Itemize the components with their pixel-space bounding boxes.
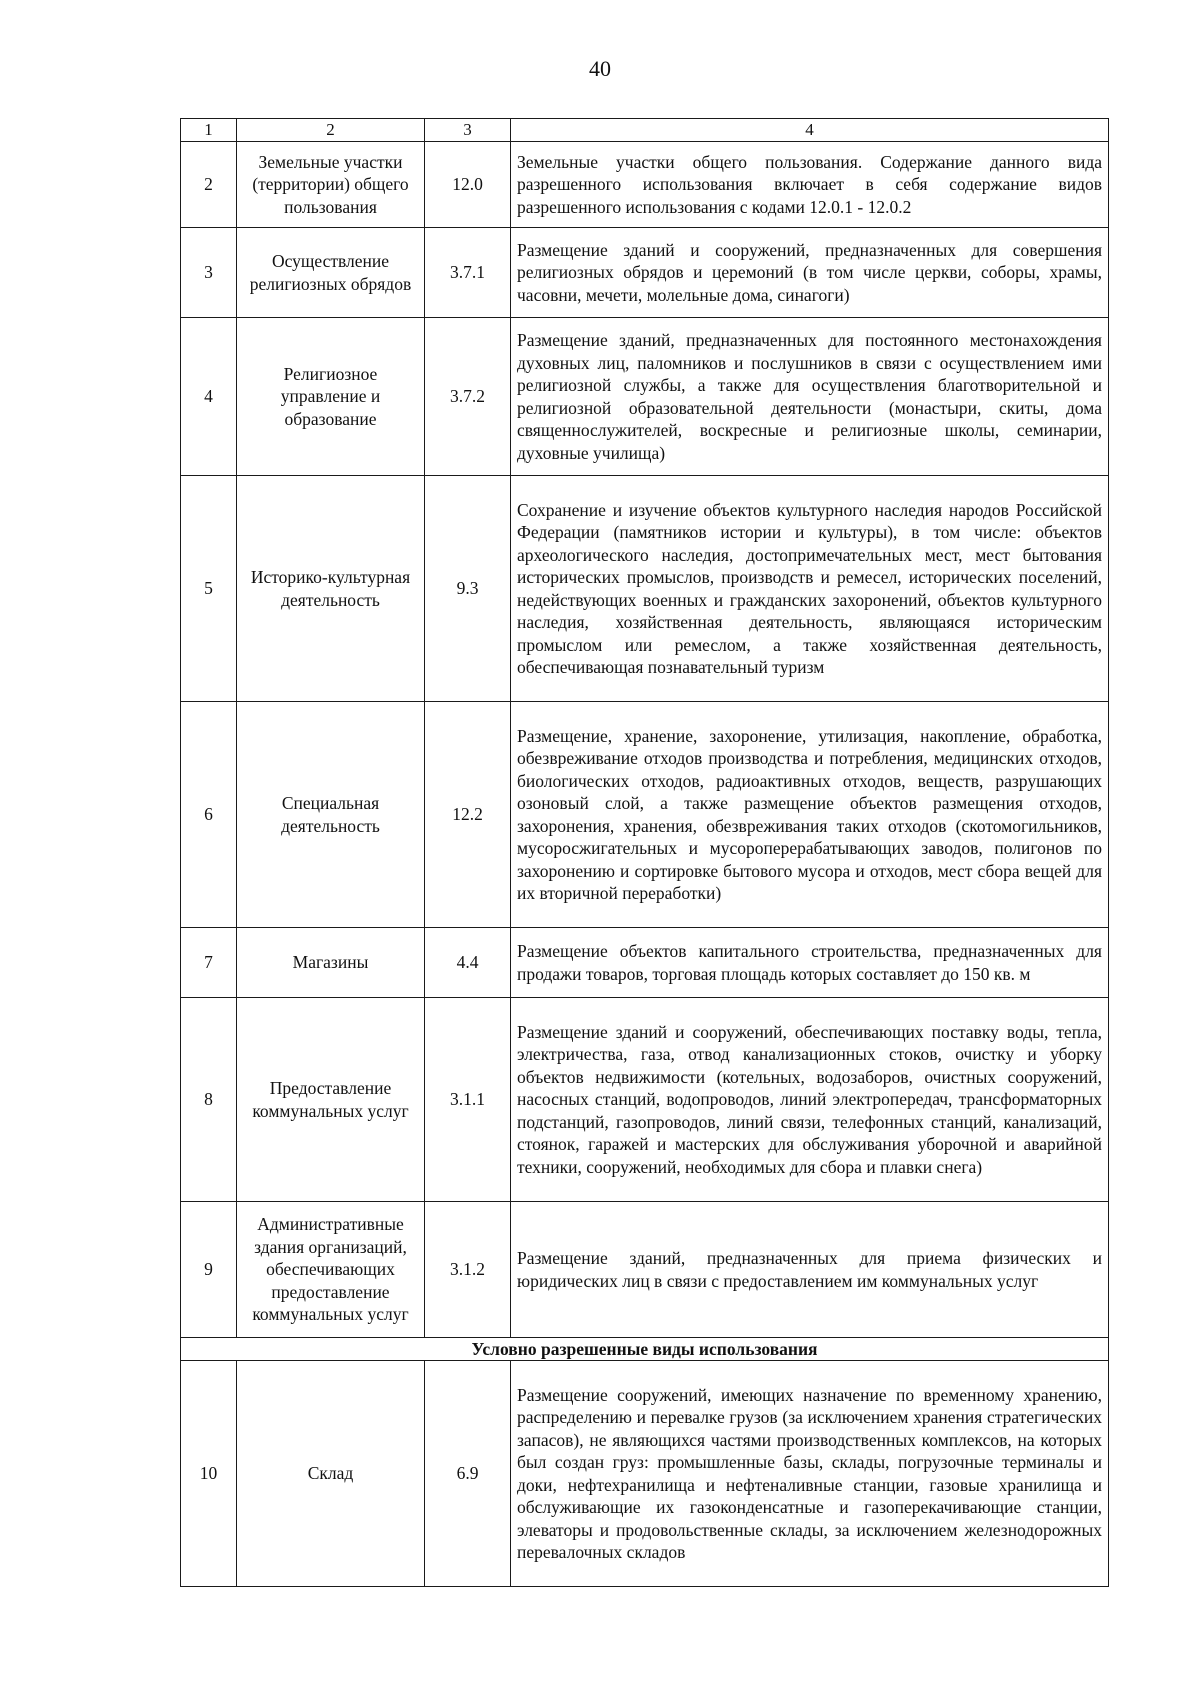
use-type-description: Размещение сооружений, имеющих назначение по временному хранению, распределению и перевалке грузов (за исключением хранения стратегических запасов), не являющихся частями производственных комплексов, на которых был создан груз: промышленные базы, склады, погрузочные терминалы и доки, нефтехранилища и нефтеналивные станции, газовые хранилища и обслуживающие их газоконденсатные и газоперекачивающие станции, элеваторы и продовольственные склады, за исключением железнодорожных перевалочных складов bbox=[511, 1361, 1109, 1587]
use-type-description: Размещение объектов капитального строительства, предназначенных для продажи товаров, торговая площадь которых составляет до 150 кв. м bbox=[511, 928, 1109, 998]
use-type-code: 12.0 bbox=[425, 142, 511, 228]
use-type-code: 3.7.1 bbox=[425, 228, 511, 318]
row-number: 2 bbox=[181, 142, 237, 228]
row-number: 3 bbox=[181, 228, 237, 318]
use-type-name: Административные здания организаций, обеспечивающих предоставление коммунальных услуг bbox=[237, 1202, 425, 1338]
section-header-row bbox=[181, 1338, 1109, 1361]
use-type-description: Размещение зданий и сооружений, обеспечивающих поставку воды, тепла, электричества, газа, отвод канализационных стоков, очистку и уборку объектов недвижимости (котельных, водозаборов, очистных сооружений, насосных станций, водопроводов, линий электропередач, трансформаторных подстанций, газопроводов, линий связи, телефонных станций, канализаций, стоянок, гаражей и мастерских для обслуживания уборочной и аварийной техники, сооружений, необходимых для сбора и плавки снега) bbox=[511, 998, 1109, 1202]
table-row bbox=[181, 1361, 1109, 1587]
use-type-description: Размещение зданий и сооружений, предназначенных для совершения религиозных обрядов и церемоний (в том числе церкви, соборы, храмы, часовни, мечети, молельные дома, синагоги) bbox=[511, 228, 1109, 318]
land-use-table bbox=[180, 118, 1109, 1587]
header-cell-3: 3 bbox=[425, 119, 511, 142]
row-number: 5 bbox=[181, 476, 237, 702]
use-type-description: Размещение зданий, предназначенных для приема физических и юридических лиц в связи с предоставлением им коммунальных услуг bbox=[511, 1202, 1109, 1338]
row-number: 4 bbox=[181, 318, 237, 476]
table-row bbox=[181, 318, 1109, 476]
use-type-name: Осуществление религиозных обрядов bbox=[237, 228, 425, 318]
table-row bbox=[181, 476, 1109, 702]
header-cell-2: 2 bbox=[237, 119, 425, 142]
table-row bbox=[181, 142, 1109, 228]
use-type-name: Историко-культурная деятельность bbox=[237, 476, 425, 702]
row-number: 10 bbox=[181, 1361, 237, 1587]
use-type-description: Земельные участки общего пользования. Содержание данного вида разрешенного использования включает в себя содержание видов разрешенного использования с кодами 12.0.1 - 12.0.2 bbox=[511, 142, 1109, 228]
use-type-description: Сохранение и изучение объектов культурного наследия народов Российской Федерации (памятников истории и культуры), в том числе: объектов археологического наследия, достопримечательных мест, мест бытования исторических промыслов, производств и ремесел, исторических поселений, недействующих военных и гражданских захоронений, объектов культурного наследия, хозяйственная деятельность, являющаяся историческим промыслом или ремеслом, а также хозяйственная деятельность, обеспечивающая познавательный туризм bbox=[511, 476, 1109, 702]
use-type-name: Религиозное управление и образование bbox=[237, 318, 425, 476]
use-type-name: Земельные участки (территории) общего пользования bbox=[237, 142, 425, 228]
use-type-code: 3.1.1 bbox=[425, 998, 511, 1202]
use-type-name: Склад bbox=[237, 1361, 425, 1587]
table-row bbox=[181, 928, 1109, 998]
table-row bbox=[181, 998, 1109, 1202]
use-type-code: 3.7.2 bbox=[425, 318, 511, 476]
row-number: 6 bbox=[181, 702, 237, 928]
header-cell-4: 4 bbox=[511, 119, 1109, 142]
use-type-code: 9.3 bbox=[425, 476, 511, 702]
header-cell-1: 1 bbox=[181, 119, 237, 142]
use-type-description: Размещение, хранение, захоронение, утилизация, накопление, обработка, обезвреживание отходов производства и потребления, медицинских отходов, биологических отходов, радиоактивных отходов, веществ, разрушающих озоновый слой, а также размещение объектов размещения отходов, захоронения, хранения, обезвреживания таких отходов (скотомогильников, мусоросжигательных и мусороперерабатывающих заводов, полигонов по захоронению и сортировке бытового мусора и отходов, мест сбора вещей для их вторичной переработки) bbox=[511, 702, 1109, 928]
table-header-row bbox=[181, 119, 1109, 142]
table-row bbox=[181, 228, 1109, 318]
use-type-name: Предоставление коммунальных услуг bbox=[237, 998, 425, 1202]
page-number: 40 bbox=[589, 56, 611, 81]
table-row bbox=[181, 702, 1109, 928]
row-number: 9 bbox=[181, 1202, 237, 1338]
table-row bbox=[181, 1202, 1109, 1338]
use-type-name: Магазины bbox=[237, 928, 425, 998]
use-type-code: 12.2 bbox=[425, 702, 511, 928]
use-type-code: 4.4 bbox=[425, 928, 511, 998]
use-type-code: 6.9 bbox=[425, 1361, 511, 1587]
use-type-description: Размещение зданий, предназначенных для постоянного местонахождения духовных лиц, паломников и послушников в связи с осуществлением ими религиозной службы, а также для осуществления благотворительной и религиозной образовательной деятельности (монастыри, скиты, дома священнослужителей, воскресные и религиозные школы, семинарии, духовные училища) bbox=[511, 318, 1109, 476]
use-type-name: Специальная деятельность bbox=[237, 702, 425, 928]
section-title: Условно разрешенные виды использования bbox=[181, 1338, 1109, 1361]
use-type-code: 3.1.2 bbox=[425, 1202, 511, 1338]
row-number: 7 bbox=[181, 928, 237, 998]
row-number: 8 bbox=[181, 998, 237, 1202]
